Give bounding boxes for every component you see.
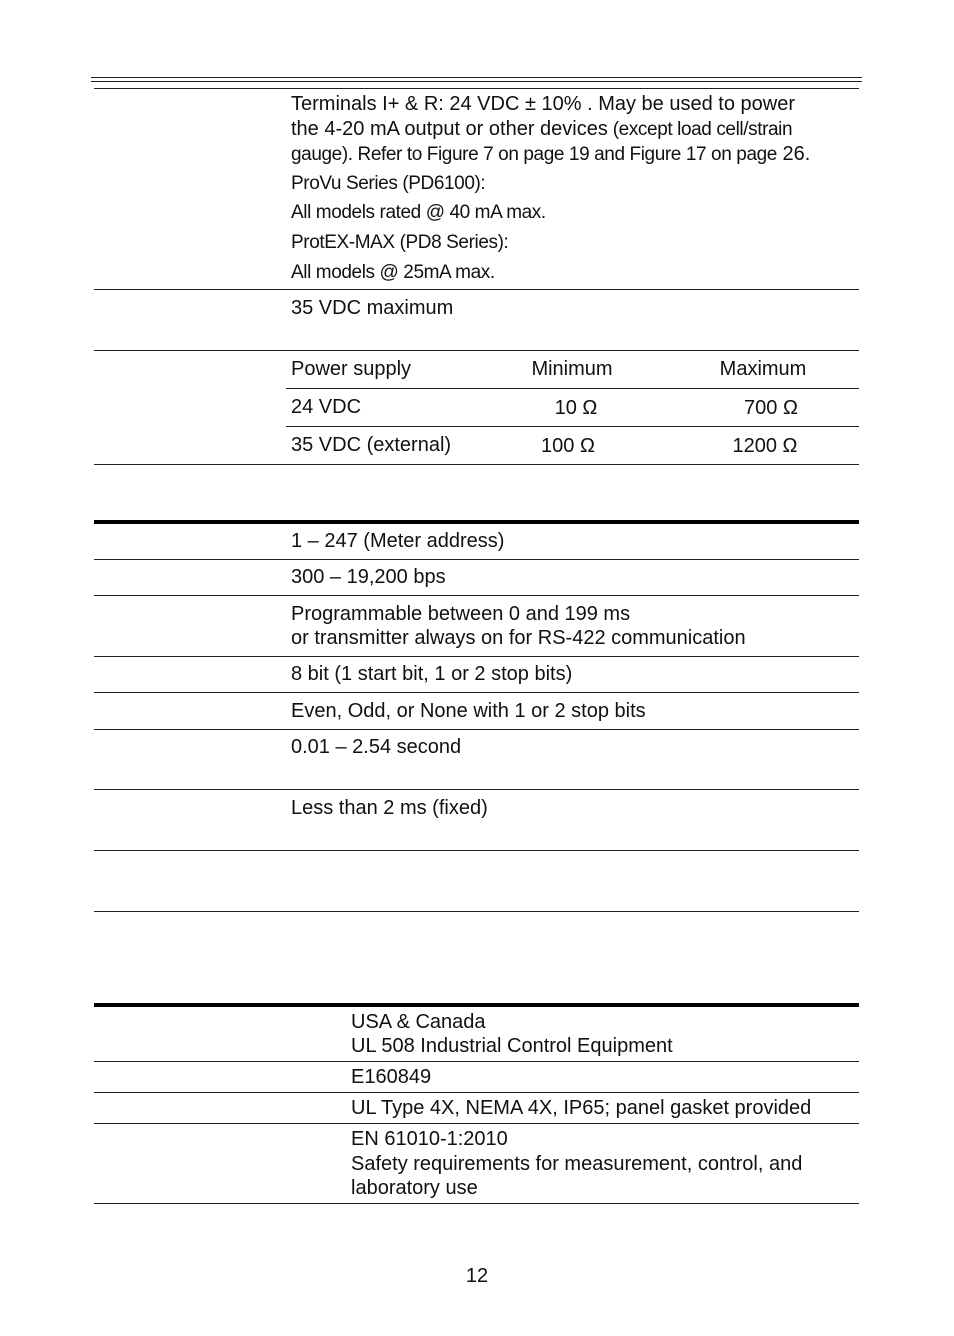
power-output-line-3b: 26. — [776, 143, 811, 165]
provu-label: ProVu Series (PD6100): — [291, 173, 486, 194]
row-divider — [94, 1061, 859, 1062]
serial-data: 8 bit (1 start bit, 1 or 2 stop bits) — [291, 663, 573, 685]
table-header-maximum: Maximum — [719, 358, 807, 380]
protex-label: ProtEX-MAX (PD8 Series): — [291, 232, 509, 253]
row-divider — [94, 656, 859, 657]
page-number: 12 — [465, 1265, 489, 1287]
approval-enclosure: UL Type 4X, NEMA 4X, IP65; panel gasket provided — [351, 1097, 812, 1119]
serial-timeout: 0.01 – 2.54 second — [291, 736, 462, 758]
approval-safety-line-3: laboratory use — [351, 1177, 478, 1199]
provu-value: All models rated @ 40 mA max. — [291, 202, 546, 223]
approval-safety-line-2: Safety requirements for measurement, control, and — [351, 1153, 803, 1175]
row-divider — [94, 464, 859, 465]
power-output-line-1: Terminals I+ & R: 24 VDC ± 10% . May be used to power — [291, 93, 795, 115]
serial-response: Less than 2 ms (fixed) — [291, 797, 488, 819]
table-header-power-supply: Power supply — [291, 358, 412, 380]
power-output-line-2 — [291, 117, 792, 143]
table-rule — [286, 388, 859, 389]
approval-file: E160849 — [351, 1066, 432, 1088]
section-rule — [94, 1003, 859, 1007]
header-rule-top — [91, 77, 862, 78]
table-cell-minimum: 100 Ω — [541, 435, 595, 457]
approval-ul-line-1: USA & Canada — [351, 1011, 486, 1033]
serial-parity: Even, Odd, or None with 1 or 2 stop bits — [291, 700, 646, 722]
serial-baud: 300 – 19,200 bps — [291, 566, 446, 588]
row-divider — [94, 850, 859, 851]
row-divider — [94, 595, 859, 596]
table-cell-maximum: 700 Ω — [744, 397, 798, 419]
serial-address: 1 – 247 (Meter address) — [291, 530, 505, 552]
row-divider — [94, 289, 859, 290]
row-divider — [94, 1092, 859, 1093]
serial-transmit-line-2: or transmitter always on for RS-422 communication — [291, 627, 746, 649]
approval-safety-line-1: EN 61010-1:2010 — [351, 1128, 508, 1150]
protex-value: All models @ 25mA max. — [291, 262, 495, 283]
table-rule — [286, 426, 859, 427]
power-output-line-3 — [291, 142, 810, 168]
table-cell-minimum: 10 Ω — [554, 397, 598, 419]
row-divider — [94, 1203, 859, 1204]
header-rule-bottom — [91, 81, 862, 82]
row-divider — [94, 1123, 859, 1124]
max-loop-voltage: 35 VDC maximum — [291, 297, 454, 319]
table-cell-supply: 35 VDC (external) — [291, 434, 452, 456]
row-divider — [94, 559, 859, 560]
table-header-minimum: Minimum — [531, 358, 613, 380]
row-divider — [94, 88, 859, 89]
row-divider — [94, 350, 859, 351]
power-output-line-3a: gauge). Refer to Figure 7 on page 19 and Figure 17 on page — [291, 144, 777, 165]
row-divider — [94, 729, 859, 730]
row-divider — [94, 911, 859, 912]
approval-ul-line-2: UL 508 Industrial Control Equipment — [351, 1035, 673, 1057]
serial-transmit-line-1: Programmable between 0 and 199 ms — [291, 603, 631, 625]
table-cell-maximum: 1200 Ω — [732, 435, 798, 457]
power-output-line-2a: the 4-20 mA output or other devices — [291, 118, 608, 140]
power-output-line-2b: (except load cell/strain — [607, 119, 793, 140]
section-rule — [94, 520, 859, 524]
table-cell-supply: 24 VDC — [291, 396, 362, 418]
row-divider — [94, 789, 859, 790]
row-divider — [94, 692, 859, 693]
